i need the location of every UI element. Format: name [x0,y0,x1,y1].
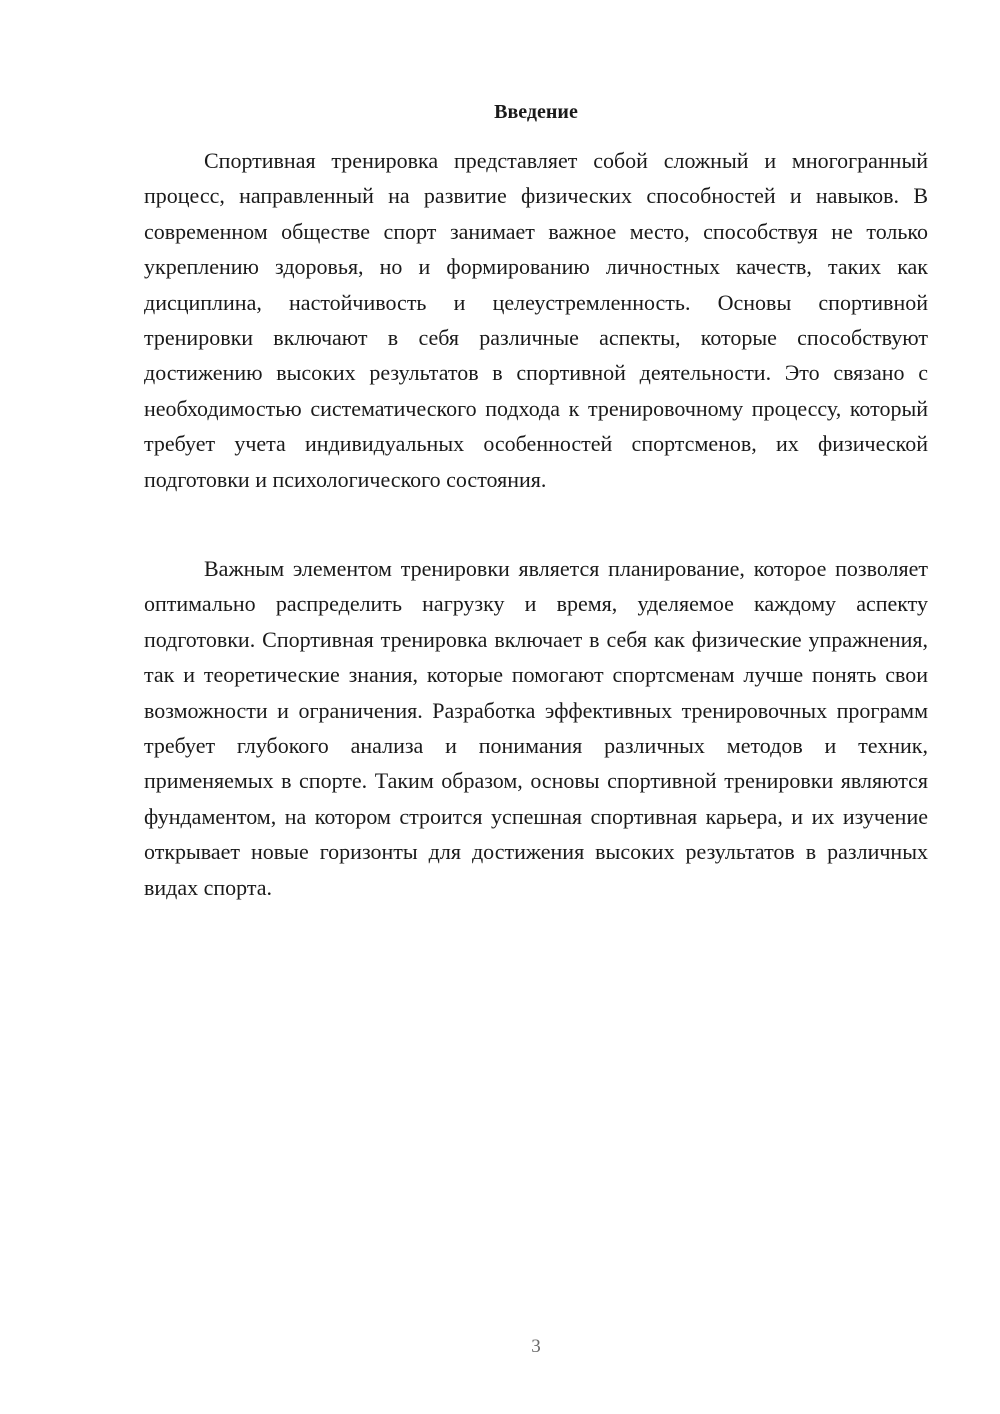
section-heading: Введение [494,101,578,123]
page-number: 3 [531,1336,541,1357]
paragraph-2: Важным элементом тренировки является планирование, которое позволяет оптимально распределить нагрузку и время, уделяемое каждому аспекту подготовки. Спортивная тренировка включает в себя как физические упражнения, так и теоретические знания, которые помогают спортсменам лучше понять свои возможности и ограничения. Разработка эффективных тренировочных программ требует глубокого анализа и понимания различных методов и техник, применяемых в спорте. Таким образом, основы спортивной тренировки являются фундаментом, на котором строится успешная спортивная карьера, и их изучение открывает новые горизонты для достижения высоких результатов в различных видах спорта. [144,556,928,900]
paragraph-1: Спортивная тренировка представляет собой сложный и многогранный процесс, направленный на развитие физических способностей и навыков. В современном обществе спорт занимает важное место, способствуя не только укреплению здоровья, но и формированию личностных качеств, таких как дисциплина, настойчивость и целеустремленность. Основы спортивной тренировки включают в себя различные аспекты, которые способствуют достижению высоких результатов в спортивной деятельности. Это связано с необходимостью систематического подхода к тренировочному процессу, который требует учета индивидуальных особенностей спортсменов, их физической подготовки и психологического состояния. [144,148,928,492]
